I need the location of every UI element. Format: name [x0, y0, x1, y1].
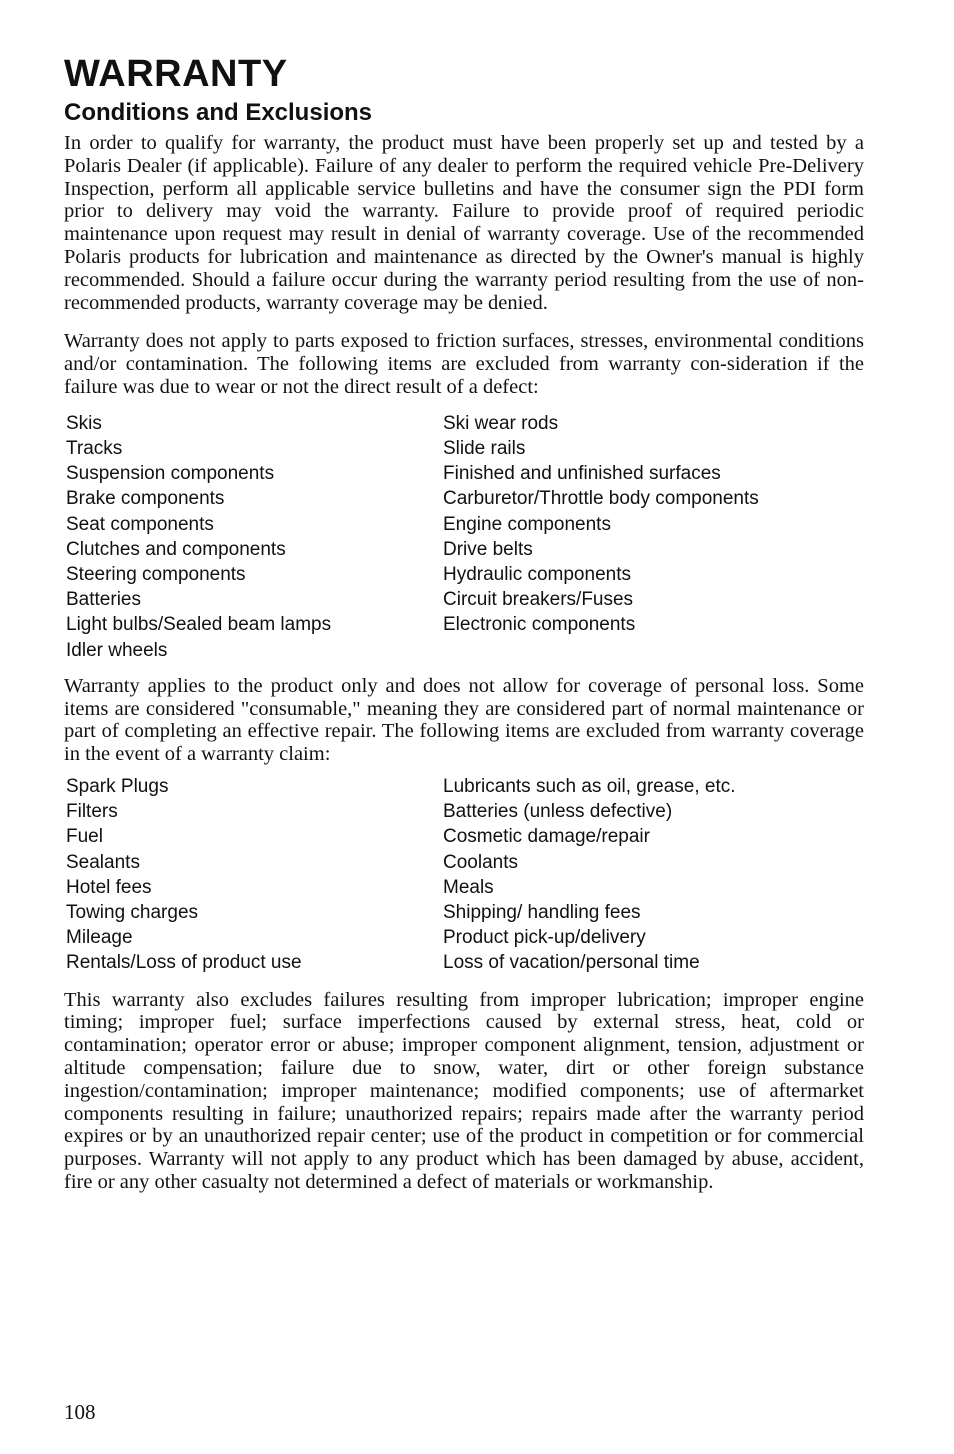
page-heading: WARRANTY	[64, 53, 288, 95]
list-item: Suspension components	[66, 463, 275, 485]
list-item: Shipping/ handling fees	[443, 902, 641, 923]
list-item: Mileage	[66, 927, 133, 949]
wear-items-list	[66, 411, 864, 663]
list-item: Product pick-up/delivery	[443, 927, 646, 949]
page-number: 108	[64, 1400, 96, 1424]
list-item: Rentals/Loss of product use	[66, 952, 302, 974]
list-item: Brake components	[66, 488, 225, 510]
list-item: Tracks	[66, 437, 123, 459]
list-item: Fuel	[66, 826, 103, 848]
paragraph-wear-exclusions: Warranty does not apply to parts exposed to friction surfaces, stresses, environmental conditions and/or contamination. The following items are excluded from warranty con-sideration if the failure was due to wear or not the direct result of a defect:	[64, 330, 864, 398]
list-item: Towing charges	[66, 902, 199, 923]
list-item: Engine components	[443, 513, 611, 535]
list-item: Coolants	[443, 851, 518, 873]
list-item: Light bulbs/Sealed beam lamps	[66, 614, 332, 636]
list-item: Skis	[66, 412, 102, 434]
list-item: Steering components	[66, 563, 246, 585]
list-item: Seat components	[66, 513, 214, 535]
list-item: Loss of vacation/personal time	[443, 952, 700, 974]
paragraph-consumables: Warranty applies to the product only and does not allow for coverage of personal loss. Some items are considered "consumable," meaning they are considered part of normal maintenance or part of completing an effective repair. The following items are excluded from warranty coverage in the event of a warranty claim:	[64, 674, 864, 766]
list-item: Idler wheels	[66, 639, 168, 661]
list-item: Batteries	[66, 589, 141, 611]
list-item: Lubricants such as oil, grease, etc.	[443, 775, 736, 797]
list-item: Slide rails	[443, 437, 526, 459]
list-item: Carburetor/Throttle body components	[443, 488, 759, 510]
list-item: Circuit breakers/Fuses	[443, 589, 634, 611]
list-item: Hotel fees	[66, 876, 152, 898]
consumable-items-list	[66, 774, 864, 976]
list-item: Hydraulic components	[443, 563, 631, 585]
section-subheading: Conditions and Exclusions	[64, 99, 373, 126]
list-item: Electronic components	[443, 614, 636, 636]
paragraph-general-exclusions: This warranty also excludes failures resulting from improper lubrication; improper engine timing; improper fuel; surface imperfections caused by external stress, heat, cold or contamination; operator error or abuse; improper component alignment, tension, adjustment or altitude compensation; failure due to snow, water, dirt or other foreign substance ingestion/contamination; improper maintenance; modified components; use of aftermarket components resulting in failure; unauthorized repairs; repairs made after the warranty period expires or by an unauthorized repair center; use of the product in competition or for commercial purposes. Warranty will not apply to any product which has been damaged by abuse, accident, fire or any other casualty not determined a defect of materials or workmanship.	[64, 988, 864, 1193]
list-item: Meals	[443, 876, 494, 898]
list-item: Ski wear rods	[443, 412, 559, 434]
list-item: Filters	[66, 801, 118, 823]
list-item: Finished and unfinished surfaces	[443, 463, 721, 485]
list-item: Drive belts	[443, 538, 533, 560]
list-item: Cosmetic damage/repair	[443, 826, 650, 848]
document-page	[64, 52, 864, 1194]
paragraph-qualification: In order to qualify for warranty, the product must have been properly set up and tested by a Polaris Dealer (if applicable). Failure of any dealer to perform the required vehicle Pre-Delivery Inspection, perform all applicable service bulletins and have the consumer sign the PDI form prior to delivery may void the warranty. Failure to provide proof of required periodic maintenance upon request may result in denial of warranty coverage. Use of the recommended Polaris products for lubrication and maintenance as directed by the Owner's manual is highly recommended. Should a failure occur during the warranty period resulting from the use of non-recommended products, warranty coverage may be denied.	[64, 132, 864, 314]
list-item: Batteries (unless defective)	[443, 801, 673, 823]
list-item: Clutches and components	[66, 538, 286, 560]
list-item: Sealants	[66, 851, 140, 873]
list-item: Spark Plugs	[66, 775, 169, 797]
